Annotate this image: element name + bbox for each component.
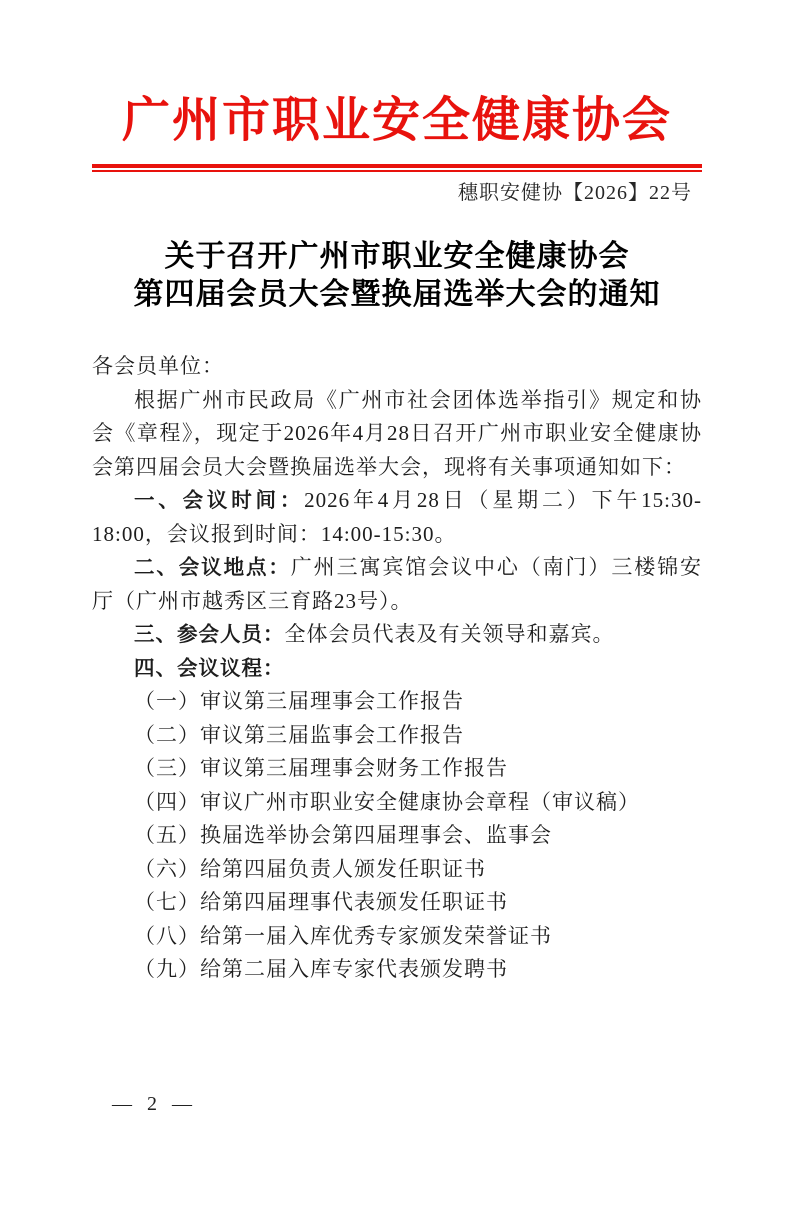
page-number (112, 1093, 192, 1116)
salutation: 各会员单位： (92, 354, 224, 378)
agenda-item-5: （五）换届选举协会第四届理事会、监事会 (134, 823, 552, 847)
agenda-item-3: （三）审议第三届理事会财务工作报告 (134, 756, 508, 780)
section-paragraph-attendees (92, 618, 702, 652)
section-text-attendees: 全体会员代表及有关领导和嘉宾。 (284, 622, 615, 646)
divider-thin-line (92, 170, 702, 172)
section-text-time: 2026年4月28日（星期二）下午15:30-18:00，会议报到时间：14:00-15:30。 (92, 488, 703, 546)
agenda-item-1: （一）审议第三届理事会工作报告 (134, 689, 464, 713)
section-text-place: 广州三寓宾馆会议中心（南门）三楼锦安厅（广州市越秀区三育路23号）。 (92, 555, 703, 613)
page-number-value: 2 (147, 1093, 157, 1115)
section-paragraph-agenda (92, 652, 702, 686)
document-number: 穗职安健协【2026】22号 (458, 182, 692, 204)
document-page (0, 94, 794, 987)
section-label-attendees: 三、参会人员： (134, 623, 285, 646)
section-label-place: 二、会议地点： (134, 556, 291, 579)
intro-paragraph: 根据广州市民政局《广州市社会团体选举指引》规定和协会《章程》，现定于2026年4月28日召开广州市职业安全健康协会第四届会员大会暨换届选举大会，现将有关事项通知如下： (92, 387, 702, 479)
section-paragraph-place (92, 551, 702, 618)
org-letterhead-title: 广州市职业安全健康协会 (121, 94, 672, 147)
agenda-item-9: （九）给第二届入库专家代表颁发聘书 (134, 957, 508, 981)
page-number-dash-right: — (172, 1093, 192, 1115)
notice-title (92, 238, 702, 314)
notice-title-line1: 关于召开广州市职业安全健康协会 (164, 240, 630, 273)
letterhead-divider (92, 164, 702, 172)
agenda-item-8: （八）给第一届入库优秀专家颁发荣誉证书 (134, 923, 552, 948)
agenda-item-2: （二）审议第三届监事会工作报告 (134, 722, 464, 747)
notice-body (92, 350, 702, 987)
agenda-item-6: （六）给第四届负责人颁发任职证书 (134, 856, 486, 881)
section-label-time: 一、会议时间： (134, 489, 305, 512)
section-label-agenda: 四、会议议程： (134, 656, 285, 680)
page-number-dash-left: — (112, 1093, 132, 1115)
agenda-item-4: （四）审议广州市职业安全健康协会章程（审议稿） (134, 789, 640, 814)
agenda-item-7: （七）给第四届理事代表颁发任职证书 (134, 890, 508, 914)
notice-title-line2: 第四届会员大会暨换届选举大会的通知 (133, 278, 661, 311)
section-paragraph-time (92, 484, 702, 551)
